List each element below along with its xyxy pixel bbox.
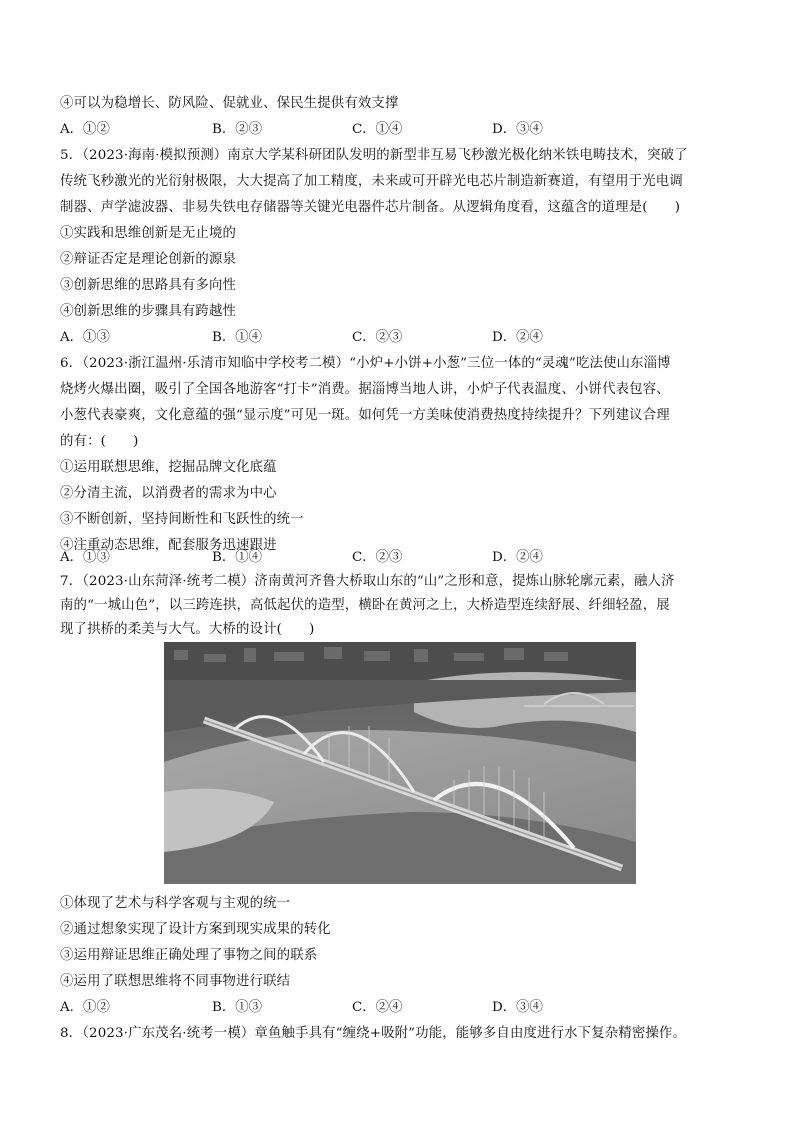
q4-item-4: ④可以为稳增长、防风险、促就业、保民生提供有效支撑 [60, 96, 399, 111]
q5-options [60, 329, 750, 347]
q5-option-b: B．①④ [212, 330, 263, 345]
bridge-photo [164, 642, 636, 884]
q7-stem-line-1: 7．（2023·山东菏泽·统考二模）济南黄河齐鲁大桥取山东的“山”之形和意，提炼山脉轮廓元素，融人济 [60, 574, 675, 589]
q7-option-b: B．①③ [212, 1000, 263, 1015]
q6-item-3: ③不断创新，坚持间断性和飞跃性的统一 [60, 512, 304, 527]
q7-item-4: ④运用了联想思维将不同事物进行联结 [60, 974, 291, 989]
q7-stem-line-2: 南的“一城山色”，以三跨连拱，高低起伏的造型，横卧在黄河之上，大桥造型连续舒展、纤细轻盈，展 [60, 598, 670, 613]
q4-option-d: D．③④ [492, 122, 543, 137]
q6-option-d: D．②④ [492, 550, 543, 565]
q6-stem-line-3: 小葱代表豪爽，文化意蕴的强“显示度”可见一斑。如何凭一方美味使消费热度持续提升？下列建议合理 [60, 408, 670, 423]
q6-options [60, 549, 750, 567]
q6-option-c: C．②③ [352, 550, 403, 565]
q6-option-a: A．①③ [60, 550, 110, 565]
q5-stem-line-3: 制器、声学滤波器、非易失铁电存储器等关键光电器件芯片制备。从逻辑角度看，这蕴含的道理是( ) [60, 200, 681, 215]
q5-item-2: ②辩证否定是理论创新的源泉 [60, 252, 237, 267]
q7-item-2: ②通过想象实现了设计方案到现实成果的转化 [60, 922, 331, 937]
bridge-aerial-image [164, 642, 636, 884]
q7-options [60, 999, 750, 1017]
q6-stem-line-4: 的有：( ) [60, 434, 139, 449]
q4-option-b: B．②③ [212, 122, 263, 137]
q7-item-1: ①体现了艺术与科学客观与主观的统一 [60, 896, 291, 911]
q6-item-4: ④注重动态思维，配套服务迅速跟进 [60, 538, 277, 553]
q6-stem-line-2: 烧烤火爆出圈，吸引了全国各地游客“打卡”消费。据淄博当地人讲，小炉子代表温度、小饼代表包容、 [60, 382, 670, 397]
q7-stem-line-3: 现了拱桥的柔美与大气。大桥的设计( ) [60, 622, 315, 637]
q5-option-a: A．①③ [60, 330, 110, 345]
q5-option-d: D．②④ [492, 330, 543, 345]
q7-item-3: ③运用辩证思维正确处理了事物之间的联系 [60, 948, 318, 963]
q6-option-b: B．①④ [212, 550, 263, 565]
q4-option-c: C．①④ [352, 122, 403, 137]
q5-item-3: ③创新思维的思路具有多向性 [60, 278, 237, 293]
q4-option-a: A．①② [60, 122, 110, 137]
q7-option-d: D．③④ [492, 1000, 543, 1015]
q5-item-4: ④创新思维的步骤具有跨越性 [60, 304, 237, 319]
q6-stem-line-1: 6．（2023·浙江温州·乐清市知临中学校考二模）“小炉+小饼+小葱”三位一体的“灵魂”吃法使山东淄博 [60, 356, 671, 371]
q7-option-c: C．②④ [352, 1000, 403, 1015]
q5-stem-line-2: 传统飞秒激光的光衍射极限，大大提高了加工精度，未来或可开辟光电芯片制造新赛道，有望用于光电调 [60, 174, 683, 189]
q5-option-c: C．②③ [352, 330, 403, 345]
q5-stem-line-1: 5．（2023·海南·模拟预测）南京大学某科研团队发明的新型非互易飞秒激光极化纳米铁电畴技术，突破了 [60, 148, 688, 163]
q8-stem-line-1: 8．（2023·广东茂名·统考一模）章鱼触手具有“缠绕+吸附”功能，能够多自由度进行水下复杂精密操作。 [60, 1026, 686, 1041]
q7-option-a: A．①② [60, 1000, 110, 1015]
q6-item-2: ②分清主流，以消费者的需求为中心 [60, 486, 277, 501]
q6-item-1: ①运用联想思维，挖掘品牌文化底蕴 [60, 460, 277, 475]
q4-options [60, 121, 750, 139]
q5-item-1: ①实践和思维创新是无止境的 [60, 226, 237, 241]
